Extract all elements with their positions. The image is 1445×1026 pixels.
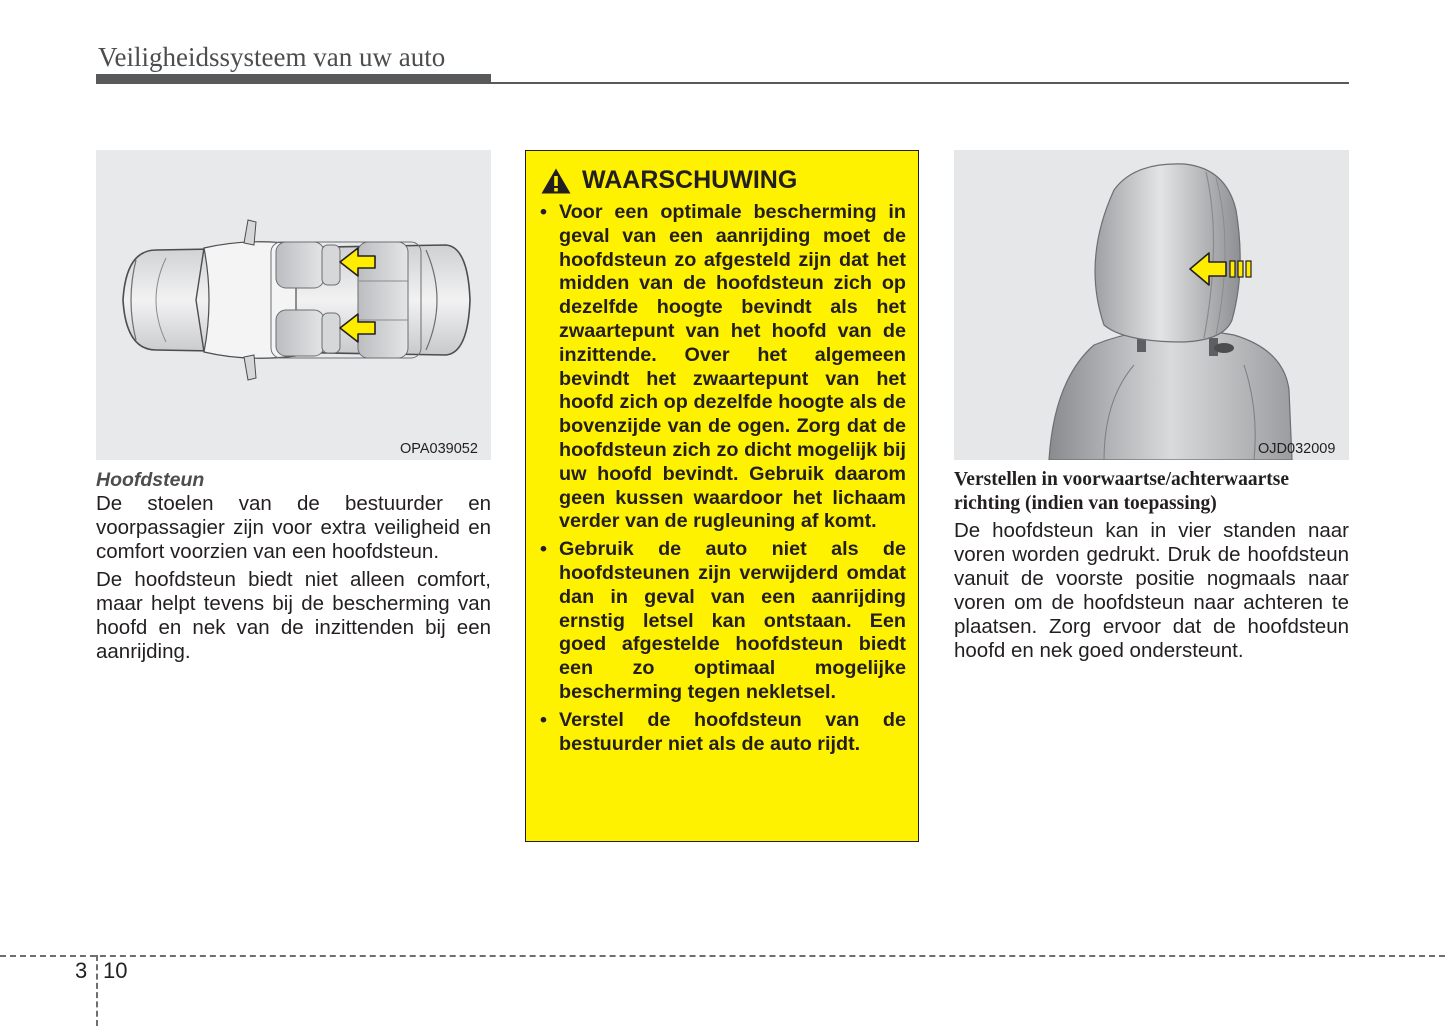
warning-triangle-icon — [540, 167, 572, 195]
figure-code: OJD032009 — [1258, 441, 1336, 457]
headrest-adjust-section — [954, 468, 1349, 667]
car-topview-figure — [96, 150, 491, 460]
footer-divider — [96, 955, 98, 1026]
paragraph: De hoofdsteun kan in vier standen naar voren worden gedrukt. Druk de hoofdsteun vanuit de voorste positie nogmaals naar voren om de hoofdsteun naar achteren te plaatsen. Zorg ervoor dat de hoofdsteun hoofd en nek goed ondersteunt. — [954, 519, 1349, 662]
paragraph: De hoofdsteun biedt niet alleen comfort, maar helpt tevens bij de bescherming van hoofd en nek van de inzittenden bij een aanrijding. — [96, 568, 491, 663]
chapter-number: 3 — [75, 958, 88, 983]
warning-list — [539, 201, 906, 760]
warning-box — [525, 150, 919, 842]
page-header-title: Veiligheidssysteem van uw auto — [98, 42, 446, 72]
warning-item: • Gebruik de auto niet als de hoofdsteunen zijn verwijderd omdat dan in geval van een aanrijding ernstig letsel kan ontstaan. Een goed afgestelde hoofdsteun biedt een zo optimaal mogelijke bescherming tegen nekletsel. — [539, 538, 906, 705]
header-bar — [96, 74, 491, 84]
warning-item: • Verstel de hoofdsteun van de bestuurder niet als de auto rijdt. — [539, 709, 906, 757]
paragraph: De stoelen van de bestuurder en voorpassagier zijn voor extra veiligheid en comfort voorzien van een hoofdsteun. — [96, 492, 491, 563]
page-number: 10 — [103, 958, 128, 983]
footer-rule — [0, 955, 1445, 957]
warning-item: • Voor een optimale bescherming in geval van een aanrijding moet de hoofdsteun zo afgesteld zijn dat het midden van de hoofdsteun zich op dezelfde hoogte bevindt als het zwaartepunt van het hoofd van de inzittende. Over het algemeen bevindt het zwaartepunt van het hoofd zich op dezelfde hoogte als de bovenzijde van de ogen. Zorg dat de hoofdsteun zich zo dicht mogelijk bij uw hoofd bevindt. Gebruik daarom geen kussen waardoor het lichaam verder van de rugleuning af komt. — [539, 201, 906, 534]
warning-title-text: WAARSCHUWING — [582, 166, 798, 194]
seat-headrest-figure — [954, 150, 1349, 460]
section-heading: Hoofdsteun — [96, 469, 205, 491]
header-rule — [491, 82, 1349, 84]
warning-title — [540, 166, 797, 195]
seat-headrest-illustration — [954, 150, 1349, 460]
figure-code: OPA039052 — [400, 441, 478, 457]
car-topview-illustration — [96, 150, 491, 460]
section-heading: Verstellen in voorwaartse/achterwaartse richting (indien van toepassing) — [954, 469, 1290, 514]
headrest-section — [96, 468, 491, 668]
